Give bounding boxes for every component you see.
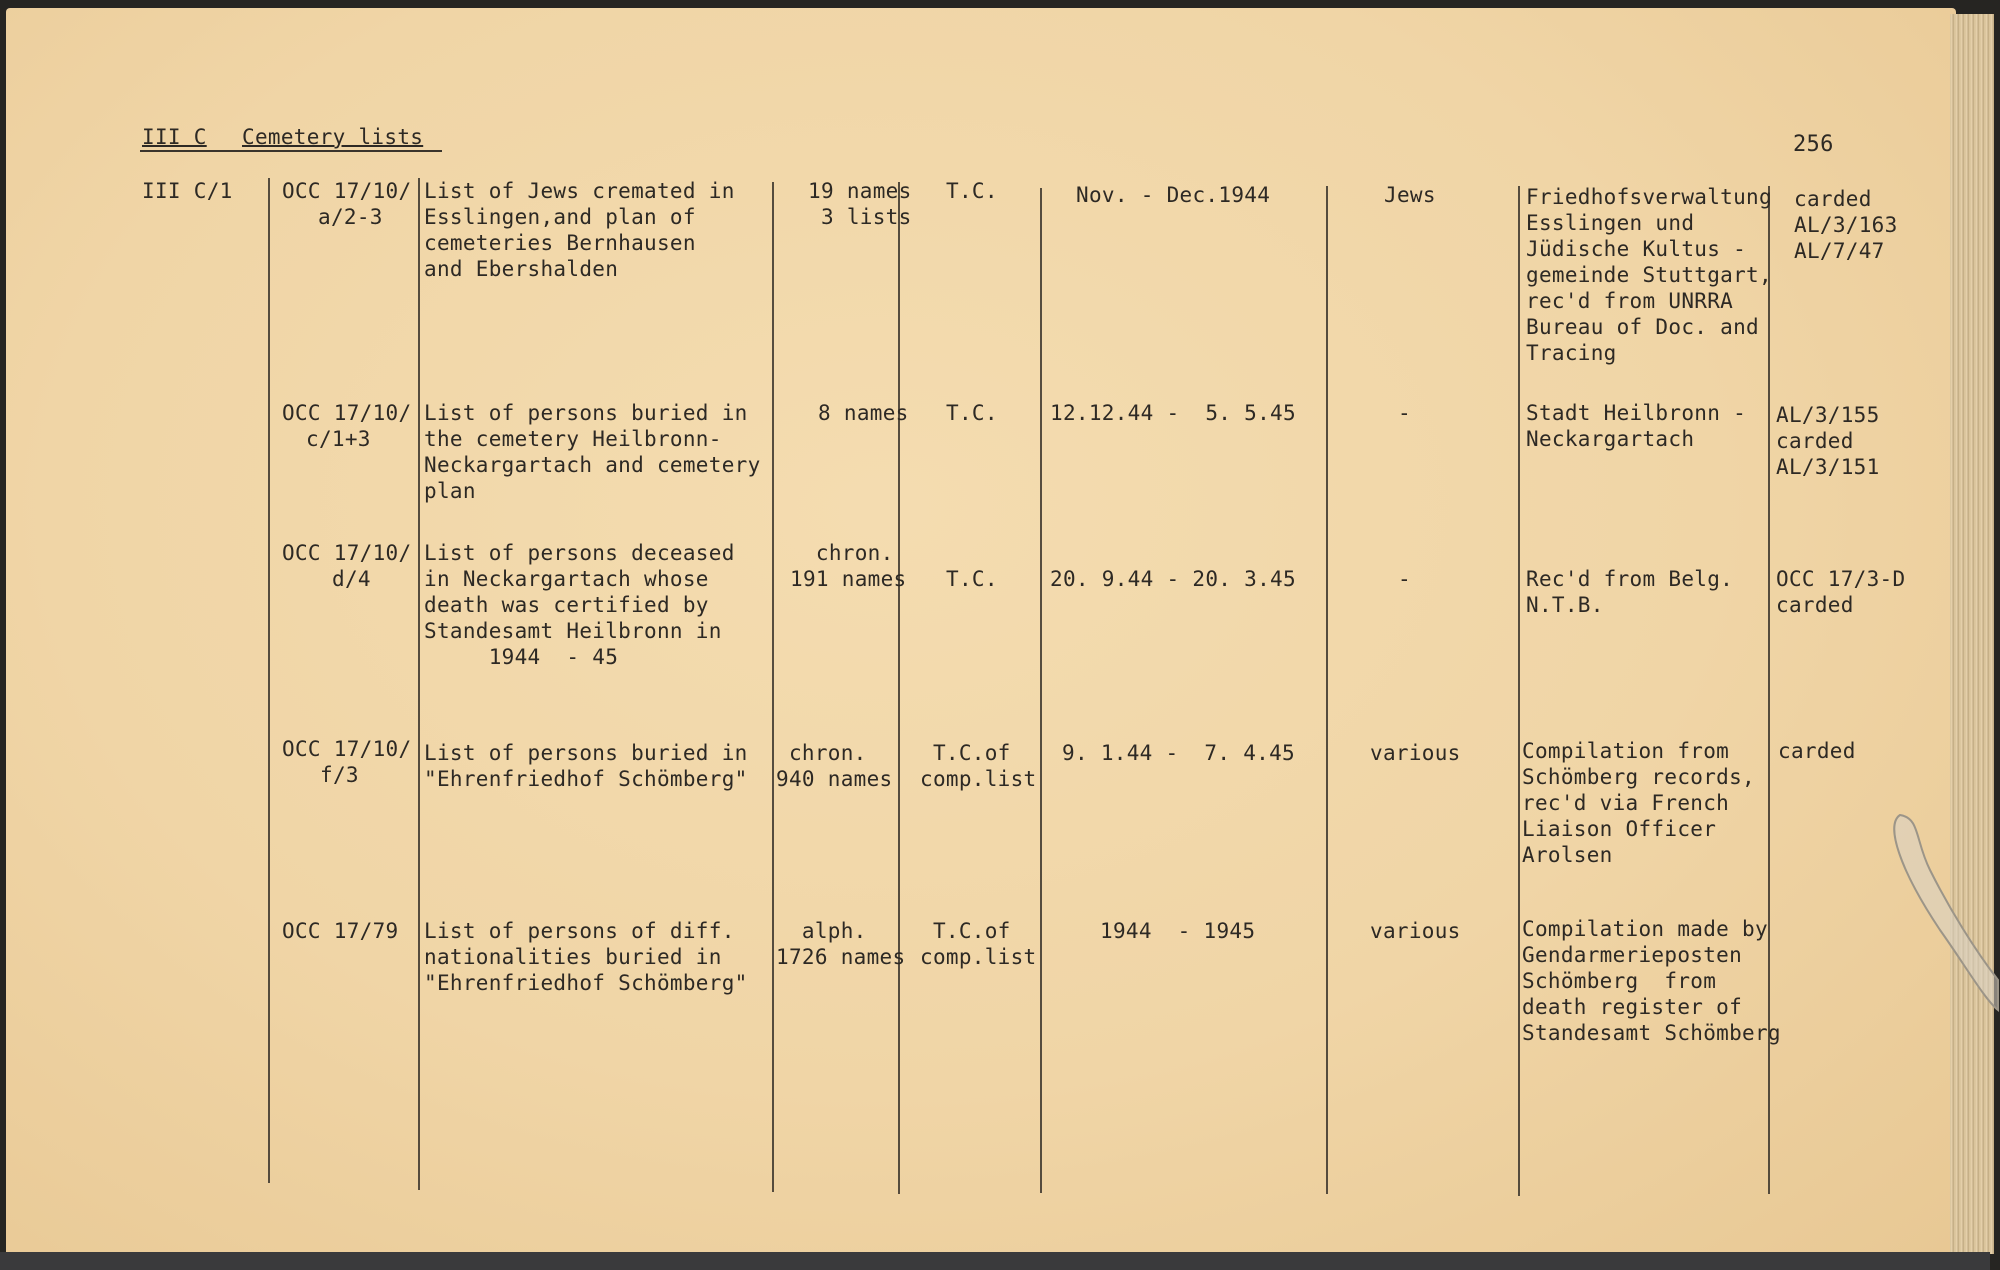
source: Stadt Heilbronn - Neckargartach bbox=[1526, 401, 1747, 451]
record-type: T.C. bbox=[946, 567, 998, 591]
page-stack-edge bbox=[1950, 14, 1994, 1254]
record-count: chron. 191 names bbox=[790, 541, 907, 591]
period: 9. 1.44 - 7. 4.45 bbox=[1062, 741, 1295, 765]
status: carded AL/3/163 AL/7/47 bbox=[1794, 187, 1898, 263]
status: carded bbox=[1778, 739, 1856, 763]
paper-clip-icon bbox=[1880, 800, 2000, 1020]
record-count: chron. 940 names bbox=[776, 741, 893, 791]
period: 12.12.44 - 5. 5.45 bbox=[1050, 401, 1296, 425]
reference-line: OCC 17/10/ bbox=[282, 401, 412, 425]
section-code: III C bbox=[142, 125, 207, 149]
source: Compilation made by Gendarmerieposten Schömberg from death register of Standesamt Schömberg bbox=[1522, 917, 1781, 1045]
column-rule bbox=[1518, 186, 1520, 1196]
status: OCC 17/3-D carded bbox=[1776, 567, 1906, 617]
reference-subline: a/2-3 bbox=[318, 205, 383, 229]
column-rule bbox=[898, 182, 900, 1194]
record-count: alph. 1726 names bbox=[776, 919, 906, 969]
source: Compilation from Schömberg records, rec'd via French Liaison Officer Arolsen bbox=[1522, 739, 1755, 867]
source: Friedhofsverwaltung Esslingen und Jüdische Kultus - gemeinde Stuttgart, rec'd from UNRRA Bureau of Doc. and Tracing bbox=[1526, 185, 1772, 365]
category: various bbox=[1370, 919, 1461, 943]
record-type: T.C. bbox=[946, 179, 998, 203]
description: List of persons buried in the cemetery Heilbronn- Neckargartach and cemetery plan bbox=[424, 401, 761, 503]
reference-subline: c/1+3 bbox=[306, 427, 371, 451]
category: - bbox=[1398, 567, 1411, 591]
description: List of persons deceased in Neckargartach whose death was certified by Standesamt Heilbronn in 1944 - 45 bbox=[424, 541, 735, 669]
category: Jews bbox=[1384, 183, 1436, 207]
reference-subline: d/4 bbox=[332, 567, 371, 591]
page-number: 256 bbox=[1793, 132, 1834, 157]
column-rule bbox=[772, 182, 774, 1192]
source: Rec'd from Belg. N.T.B. bbox=[1526, 567, 1734, 617]
record-count: 19 names 3 lists bbox=[808, 179, 912, 229]
description: List of persons buried in "Ehrenfriedhof Schömberg" bbox=[424, 741, 748, 791]
description: List of Jews cremated in Esslingen,and plan of cemeteries Bernhausen and Ebershalden bbox=[424, 179, 735, 281]
record-count: 8 names bbox=[818, 401, 909, 425]
record-type: T.C. bbox=[946, 401, 998, 425]
subsection-code: III C/1 bbox=[142, 179, 233, 203]
scan-bottom-edge bbox=[0, 1252, 1990, 1270]
column-rule bbox=[1326, 186, 1328, 1194]
column-rule bbox=[268, 178, 270, 1183]
category: - bbox=[1398, 401, 1411, 425]
description: List of persons of diff. nationalities buried in "Ehrenfriedhof Schömberg" bbox=[424, 919, 748, 995]
reference-line: OCC 17/10/ bbox=[282, 179, 412, 203]
reference-subline: f/3 bbox=[320, 763, 359, 787]
reference-line: OCC 17/79 bbox=[282, 919, 399, 943]
column-rule bbox=[1040, 188, 1042, 1193]
reference-line: OCC 17/10/ bbox=[282, 541, 412, 565]
category: various bbox=[1370, 741, 1461, 765]
record-type: T.C.of comp.list bbox=[920, 741, 1037, 791]
period: 1944 - 1945 bbox=[1100, 919, 1256, 943]
section-title: Cemetery lists bbox=[242, 125, 424, 149]
status: AL/3/155 carded AL/3/151 bbox=[1776, 403, 1880, 479]
record-type: T.C.of comp.list bbox=[920, 919, 1037, 969]
reference-line: OCC 17/10/ bbox=[282, 737, 412, 761]
period: Nov. - Dec.1944 bbox=[1076, 183, 1271, 207]
period: 20. 9.44 - 20. 3.45 bbox=[1050, 567, 1296, 591]
header-underline bbox=[140, 150, 442, 152]
column-rule bbox=[418, 178, 420, 1190]
